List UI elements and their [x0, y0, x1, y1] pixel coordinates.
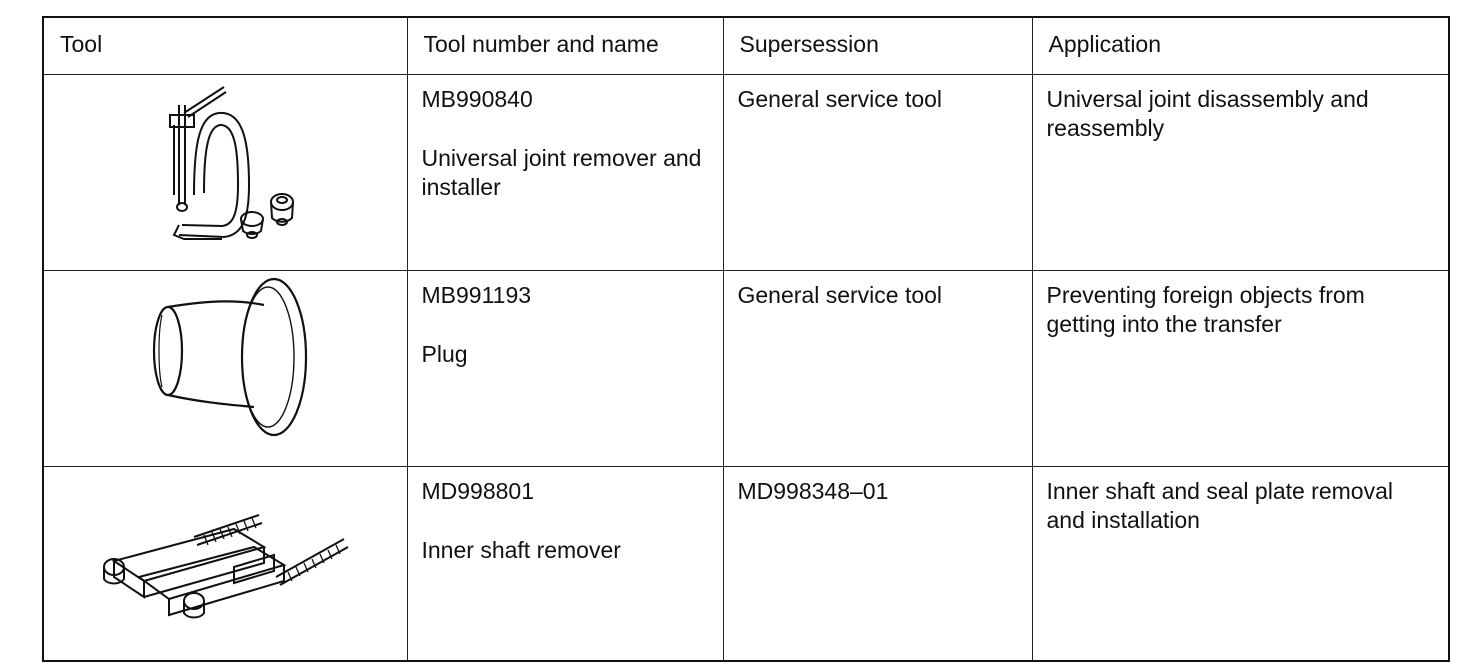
special-tools-table-sheet	[42, 16, 1450, 662]
supersession-cell: MD998348–01	[723, 466, 1032, 660]
application-cell: Universal joint disassembly and reassembly	[1032, 74, 1448, 270]
header-tool-number-and-name: Tool number and name	[407, 18, 723, 74]
table-row	[44, 466, 1448, 660]
tool-number: MB990840	[421, 85, 533, 112]
tool-image-cell	[44, 466, 407, 660]
application-cell: Inner shaft and seal plate removal and installation	[1032, 466, 1448, 660]
tool-number-and-name-cell	[407, 466, 723, 660]
application-cell: Preventing foreign objects from getting into the transfer	[1032, 270, 1448, 466]
special-tools-table	[44, 18, 1448, 660]
tool-number-and-name-cell	[407, 74, 723, 270]
tool-name: Universal joint remover and installer	[421, 144, 702, 200]
table-row	[44, 74, 1448, 270]
tool-number: MB991193	[421, 281, 532, 308]
header-application: Application	[1032, 18, 1448, 74]
plug-icon	[44, 271, 406, 467]
inner-shaft-remover-icon	[44, 467, 406, 663]
supersession-cell: General service tool	[723, 74, 1032, 270]
tool-image-cell	[44, 74, 407, 270]
tool-number: MD998801	[421, 477, 535, 504]
universal-joint-remover-icon	[44, 75, 406, 271]
table-row	[44, 270, 1448, 466]
tool-image-cell	[44, 270, 407, 466]
header-tool: Tool	[44, 18, 407, 74]
tool-name: Plug	[421, 340, 468, 367]
tool-name: Inner shaft remover	[421, 536, 621, 563]
table-header-row	[44, 18, 1448, 74]
header-supersession: Supersession	[723, 18, 1032, 74]
supersession-cell: General service tool	[723, 270, 1032, 466]
tool-number-and-name-cell	[407, 270, 723, 466]
